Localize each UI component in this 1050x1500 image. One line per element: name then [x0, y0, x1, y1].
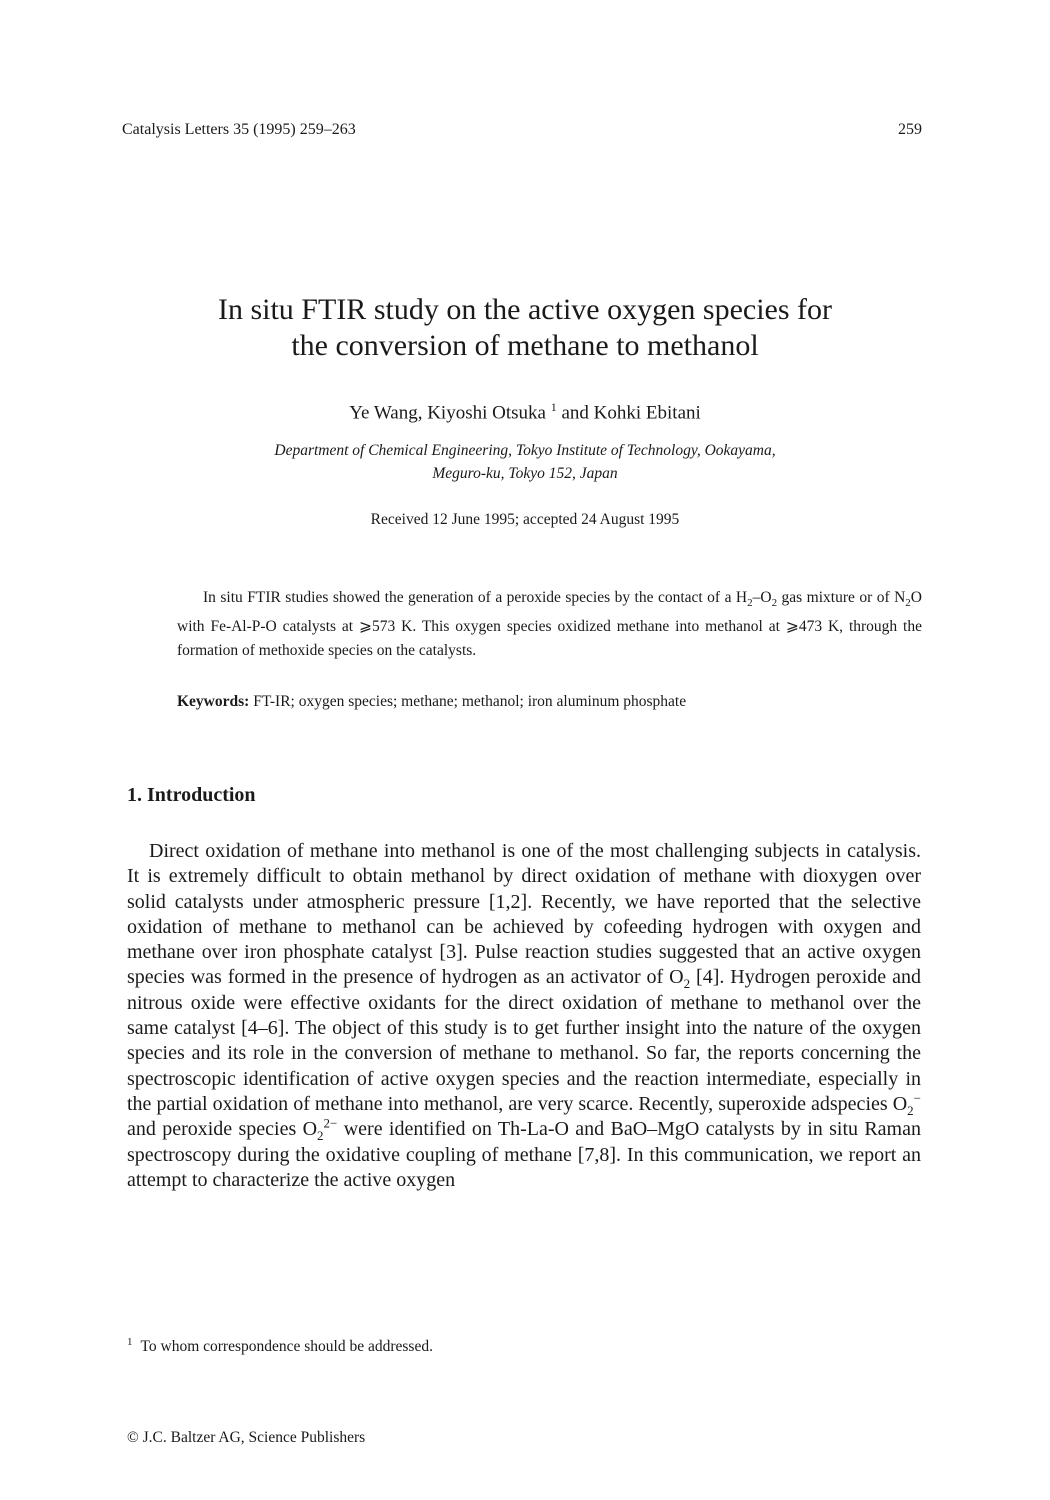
author-footnote-mark: 1 — [550, 400, 557, 414]
abstract-text: O with Fe-Al-P-O catalysts at ⩾573 K. This oxygen species oxidized methane into methanol at ⩾473 K, through the formation of methoxide species on the catalysts. — [177, 589, 922, 659]
abstract-text: gas mixture or of N — [777, 589, 906, 606]
paper-title — [0, 292, 1050, 364]
body-sub: 2 — [907, 1102, 914, 1118]
author-list — [0, 400, 1050, 424]
body-sup: 2− — [323, 1115, 338, 1131]
abstract-text: In situ FTIR studies showed the generation of a peroxide species by the contact of a H — [203, 589, 748, 606]
body-text: Direct oxidation of methane into methanol is one of the most challenging subjects in catalysis. It is extremely difficult to obtain methanol by direct oxidation of methane with dioxygen over solid catalysts under atmospheric pressure [1,2]. Recently, we have reported that the selective oxidation of methane to methanol can be achieved by cofeeding hydrogen with oxygen and methane over iron phosphate catalyst [3]. Pulse reaction studies suggested that an active oxygen species was formed in the presence of hydrogen as an activator of O — [127, 840, 921, 989]
authors-first: Ye Wang, Kiyoshi Otsuka — [349, 402, 546, 424]
keywords — [177, 693, 922, 711]
body-text: were identified on Th-La-O and BaO–MgO catalysts by in situ Raman spectroscopy during the oxidative coupling of methane [7,8]. In this communication, we report an attempt to characterize the active oxygen — [127, 1118, 921, 1191]
footnote — [127, 1336, 433, 1356]
copyright-line: © J.C. Baltzer AG, Science Publishers — [127, 1429, 366, 1446]
title-line-1: In situ FTIR study on the active oxygen species for — [217, 293, 833, 326]
body-sub: 2 — [317, 1128, 324, 1144]
page-number: 259 — [898, 121, 922, 138]
body-sup: − — [913, 1090, 921, 1106]
abstract-sub: 2 — [771, 597, 778, 610]
body-sub: 2 — [683, 976, 691, 992]
abstract-sub: 2 — [747, 597, 753, 610]
keywords-text: FT-IR; oxygen species; methane; methanol; iron aluminum phosphate — [249, 693, 687, 710]
abstract-sub: 2 — [905, 597, 911, 610]
body-text: and peroxide species O — [127, 1118, 318, 1141]
footnote-mark: 1 — [127, 1336, 133, 1348]
affiliation-line-2: Meguro-ku, Tokyo 152, Japan — [432, 465, 618, 482]
affiliation — [0, 439, 1050, 485]
abstract-text: –O — [752, 589, 772, 606]
authors-rest: and Kohki Ebitani — [556, 402, 701, 424]
affiliation-line-1: Department of Chemical Engineering, Tokyo Institute of Technology, Ookayama, — [274, 442, 776, 459]
keywords-label: Keywords: — [177, 693, 250, 710]
abstract — [177, 586, 922, 662]
introduction-paragraph — [127, 839, 921, 1193]
received-date: Received 12 June 1995; accepted 24 August 1995 — [370, 511, 680, 528]
title-line-2: the conversion of methane to methanol — [291, 329, 759, 362]
footnote-text: To whom correspondence should be addressed. — [140, 1338, 433, 1356]
section-heading: 1. Introduction — [127, 784, 256, 806]
journal-reference: Catalysis Letters 35 (1995) 259–263 — [122, 121, 356, 138]
body-text: [4]. Hydrogen peroxide and nitrous oxide were effective oxidants for the direct oxidation of methane to methanol over the same catalyst [4–6]. The object of this study is to get further insight into the nature of the oxygen species and its role in the conversion of methane to methanol. So far, the reports concerning the spectroscopic identification of active oxygen species and the reaction intermediate, especially in the partial oxidation of methane into methanol, are very scarce. Recently, superoxide adspecies O — [127, 966, 921, 1115]
